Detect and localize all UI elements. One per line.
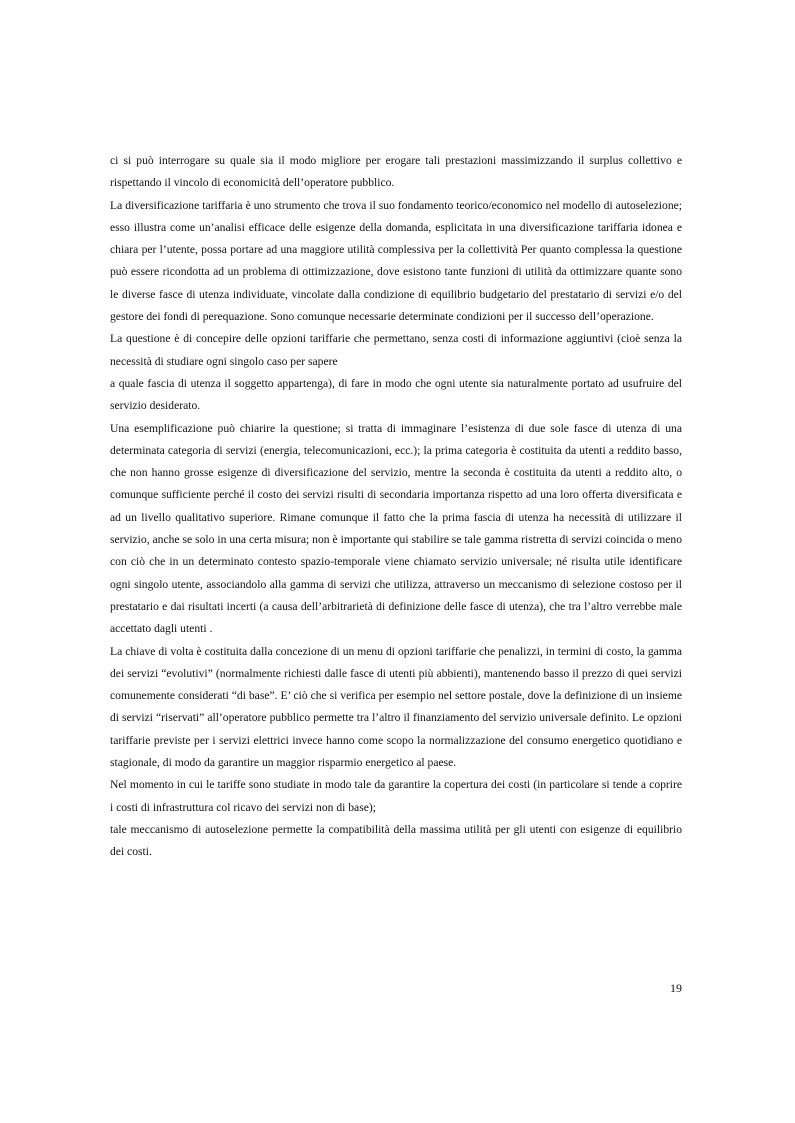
page-number: 19 (670, 981, 682, 995)
paragraph: tale meccanismo di autoselezione permette la compatibilità della massima utilità per gli utenti con esigenze di equilibrio dei costi. (110, 822, 682, 859)
paragraph: La questione è di concepire delle opzioni tariffarie che permettano, senza costi di informazione aggiuntivi (cioè senza la necessità di studiare ogni singolo caso per sapere (110, 332, 682, 368)
paragraph: La chiave di volta è costituita dalla concezione di un menu di opzioni tariffarie che penalizzi, in termini di costo, la gamma dei servizi “evolutivi” (normalmente richiesti dalle fasce di utenti più abbienti), mantenendo basso il prezzo di quei servizi comunemente considerati “di base”. E’ ciò che si verifica per esempio nel settore postale, dove la definizione di un insieme di servizi “riservati” all’operatore pubblico permette tra l’altro il finanziamento del servizio universale definito. Le opzioni tariffarie previste per i servizi elettrici invece hanno come scopo la normalizzazione del consumo energetico quotidiano e stagionale, di modo da garantire un maggior risparmio energetico al paese. (110, 644, 682, 770)
paragraph: Una esemplificazione può chiarire la questione; si tratta di immaginare l’esistenza di due sole fasce di utenza di una determinata categoria di servizi (energia, telecomunicazioni, ecc.); la prima categoria è costituita da utenti a reddito basso, che non hanno grosse esigenze di diversificazione del servizio, mentre la seconda è costituita da utenti a reddito alto, o comunque sufficiente perché il costo dei servizi risulti di secondaria importanza rispetto ad una loro offerta diversificata e ad un livello qualitativo superiore. Rimane comunque il fatto che la prima fascia di utenza ha necessità di utilizzare il servizio, anche se solo in una certa misura; non è importante qui stabilire se tale gamma ristretta di servizi coincida o meno con ciò che in un determinato contesto spazio-temporale viene chiamato servizio universale; né risulta utile identificare ogni singolo utente, associandolo alla gamma di servizi che utilizza, attraverso un meccanismo di selezione costoso per il prestatario e dai risultati incerti (a causa dell’arbitrarietà di definizione delle fasce di utenza), che tra l’altro verrebbe male accettato dagli utenti . (110, 421, 682, 636)
paragraph: La diversificazione tariffaria è uno strumento che trova il suo fondamento teorico/economico nel modello di autoselezione; esso illustra come un’analisi efficace delle esigenze della domanda, esplicitata in una diversificazione tariffaria idonea e chiara per l’utente, possa portare ad una maggiore utilità complessiva per la collettività Per quanto complessa la questione può essere ricondotta ad un problema di ottimizzazione, dove esistono tante funzioni di utilità da ottimizzare quante sono le diverse fasce di utenza individuate, vincolate dalla condizione di equilibrio budgetario del prestatario di servizi e/o del gestore dei fondi di perequazione. Sono comunque necessarie determinate condizioni per il successo dell’operazione. (110, 198, 682, 324)
paragraph: Nel momento in cui le tariffe sono studiate in modo tale da garantire la copertura dei costi (in particolare si tende a coprire i costi di infrastruttura col ricavo dei servizi non di base); (110, 778, 682, 814)
paragraph: ci si può interrogare su quale sia il modo migliore per erogare tali prestazioni massimizzando il surplus collettivo e rispettando il vincolo di economicità dell’operatore pubblico. (110, 154, 682, 190)
paragraph: a quale fascia di utenza il soggetto appartenga), di fare in modo che ogni utente sia naturalmente portato ad usufruire del servizio desiderato. (110, 376, 682, 413)
page-body (110, 150, 682, 864)
